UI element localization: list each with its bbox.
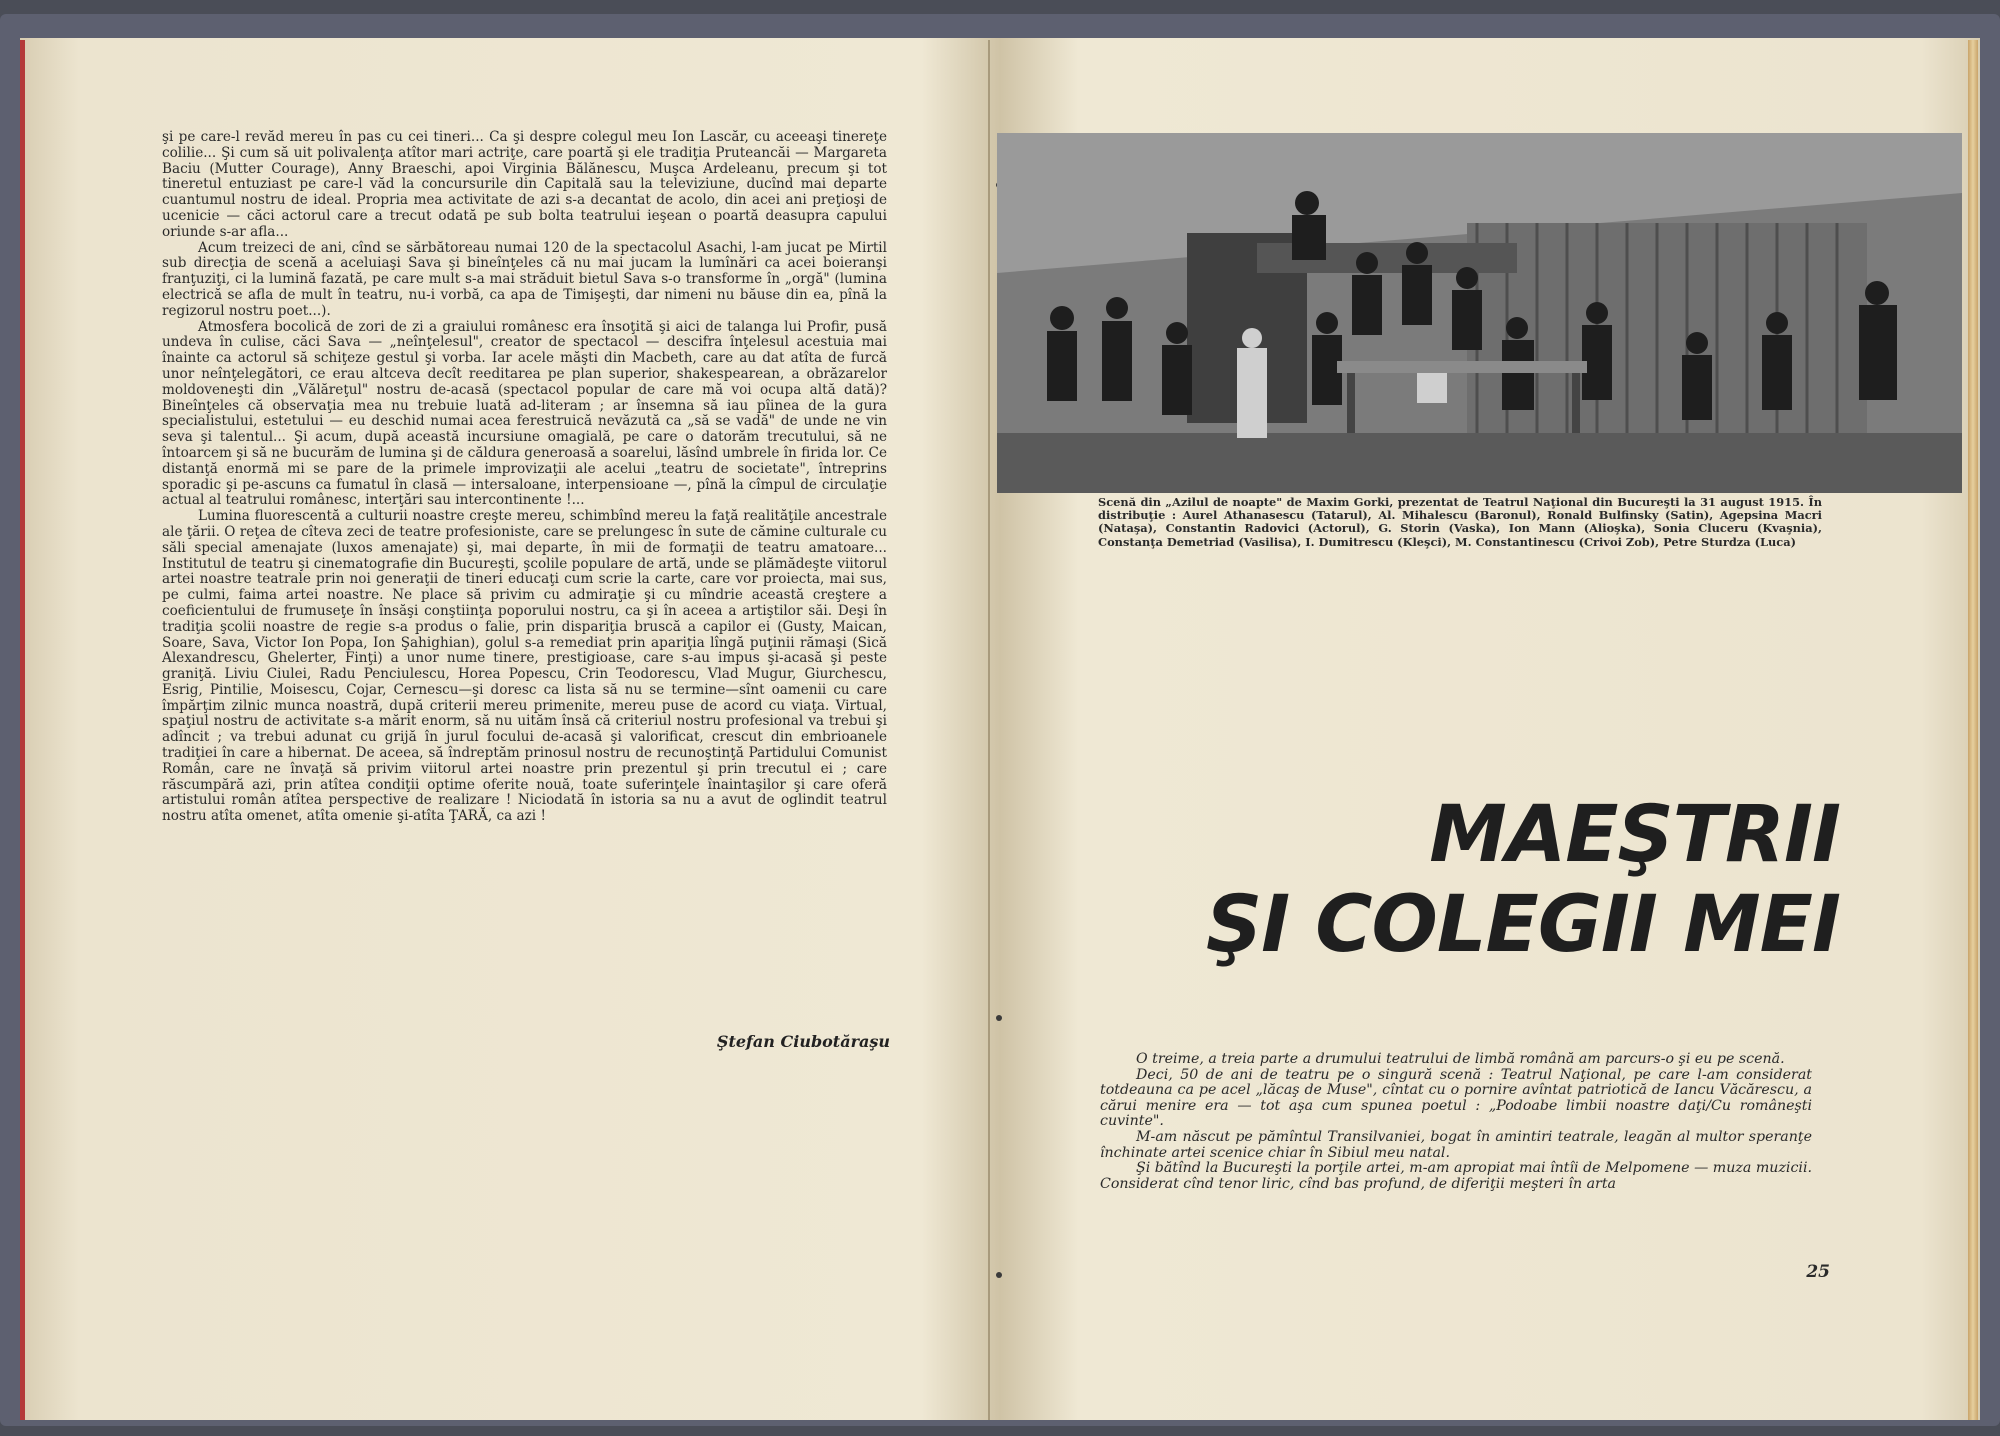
paragraph: Lumina fluorescentă a culturii noastre creşte mereu, schimbînd mereu la faţă realităţile ancestrale ale ţării. O reţea de cîteva zeci de teatre profesioniste, care se prelungesc în sute de cămine culturale cu săli special amenajate (luxos amenajate) şi, mai departe, în mii de formaţii de teatru amatoare... Institutul de teatru şi cinematografie din Bucureşti, şcolile populare de artă, unde se plămădeşte viitorul artei noastre teatrale prin noi generaţii de tineri educaţi cum scrie la carte, care vor proiecta, mai sus, pe culmi, faima artei noastre. Ne place să privim cu admiraţie şi cu mîndrie această creştere a coeficientului de frumuseţe în însăşi conştiinţa poporului nostru, ca şi în aceea a artiştilor săi. Deşi în tradiţia şcolii noastre de regie s-a produs o falie, prin dispariţia bruscă a capilor ei (Gusty, Maican, Soare, Sava, Victor Ion Popa, Ion Şahighian), golul s-a remediat prin apariţia lîngă puţinii rămaşi (Sică Alexandrescu, Ghelerter, Finţi) a unor nume tinere, prestigioase, care s-au impus şi-acasă şi peste graniţă. Liviu Ciulei, Radu Penciulescu, Horea Popescu, Crin Teodorescu, Vlad Mugur, Giurchescu, Esrig, Pintilie, Moisescu, Cojar, Cernescu—şi doresc ca lista să nu se termine—sînt oamenii cu care împărţim zilnic munca noastră, după criterii mereu primenite, mereu puse de acord cu viaţa. Virtual, spaţiul nostru de activitate s-a mărit enorm, să nu uităm însă că criteriul nostru profesional va trebui şi adîncit ; va trebui adunat cu grijă în jurul focului de-acasă şi valorificat, crescut din embrioanele tradiţiei în care a hibernat. De aceea, să îndreptăm prinosul nostru de recunoştinţă Partidului Comunist Român, care ne învaţă să privim viitorul artei noastre prin prezentul şi prin trecutul ei ; care răscumpără azi, prin atîtea condiţii optime oferite nouă, toate suferinţele înaintaşilor şi care oferă artistului român atîtea perspective de realizare ! Niciodată în istoria sa nu a avut de oglindit teatrul nostru atîta omenet, atîta omenie şi-atîta ŢARĂ, ca azi ! bbox=[162, 508, 887, 825]
paragraph: Atmosfera bocolică de zori de zi a graiului românesc era însoţită şi aici de talanga lui Profir, pusă undeva în culise, căci Sava — „neînţelesul", creator de spectacol — descifra înţelesul acestuia mai înainte ca actorul să schiţeze gestul şi vorba. Iar acele măşti din Macbeth, care au dat atîta de furcă unor neînţelegători, ce erau altceva decît reeditarea pe plan superior, shakespearean, a obrăzarelor moldoveneşti din „Vălăreţul" nostru de-acasă (spectacol popular de care mă voi ocupa altă dată)? Bineînţeles că observaţia mea nu trebuie luată ad-literam ; ar însemna să iau pîinea de la gura specialistului, estetului — eu deschid numai acea ferestruică nevăzută ca „să se vadă" de unde ne vin seva şi talentul... Şi acum, după această incursiune omagială, pe care o datorăm trecutului, să ne întoarcem şi să ne bucurăm de lumina şi de căldura generoasă a soarelui, lăsînd umbrele în firida lor. Ce distanţă enormă mi se pare de la primele improvizaţii ale acelui „teatru de societate", întreprins sporadic şi pe-ascuns ca fumatul în clasă — intersaloane, interpensioane —, pînă la cîmpul de circulaţie actual al teatrului românesc, interţări sau intercontinente !... bbox=[162, 318, 887, 509]
right-page-text bbox=[1100, 1052, 1812, 1192]
binding-hole bbox=[996, 1272, 1002, 1278]
paragraph: M-am născut pe pămîntul Transilvaniei, bogat în amintiri teatrale, leagăn al multor speranţe închinate artei scenice chiar în Sibiul meu natal. bbox=[1100, 1128, 1812, 1161]
paragraph: Deci, 50 de ani de teatru pe o singură scenă : Teatrul Naţional, pe care l-am considerat totdeauna ca pe acel „lăcaş de Muse", cîntat cu o pornire avîntat patriotică de Iancu Văcărescu, a cărui menire era — tot aşa cum spunea poetul : „Podoabe limbii noastre daţi/Cu româneşti cuvinte". bbox=[1100, 1066, 1812, 1130]
paragraph: Şi bătînd la Bucureşti la porţile artei, m-am apropiat mai întîi de Melpomene — muza muzicii. Considerat cînd tenor liric, cînd bas profund, de diferiţii meşteri în arta bbox=[1100, 1160, 1812, 1192]
photo-illustration bbox=[997, 133, 1962, 493]
paragraph: O treime, a treia parte a drumului teatrului de limbă română am parcurs-o şi eu pe scenă. bbox=[1136, 1051, 1785, 1067]
paragraph: Acum treizeci de ani, cînd se sărbătoreau numai 120 de la spectacolul Asachi, l-am jucat pe Mirtil sub direcţia de scenă a aceluiaşi Sava şi bineînţeles că nu mai jucam la lumînări ca acei boieranşi franţuziţi, ci la lumină fazată, pe care mult s-a mai străduit bietul Sava s-o transforme în „orgă" (lumina electrică se afla de mult în teatru, nu-i vorbă, ca apa de Timişeşti, dar nimeni nu băuse din ea, pînă la regizorul nostru poet...). bbox=[162, 239, 887, 319]
page-number: 25 bbox=[1806, 1262, 1830, 1282]
photo-caption: Scenă din „Azilul de noapte" de Maxim Gorki, prezentat de Teatrul Naţional din Bucureşti la 31 august 1915. În distribuţie : Aurel Athanasescu (Tatarul), Al. Mihalescu (Baronul), Ronald Bulfinsky (Satin), Agepsina Macri (Nataşa), Constantin Radovici (Actorul), G. Storin (Vaska), Ion Mann (Alioşka), Sonia Cluceru (Kvaşnia), Constanţa Demetriad (Vasilisa), I. Dumitrescu (Kleşci), M. Constantinescu (Crivoi Zob), Petre Sturdza (Luca) bbox=[1098, 495, 1822, 549]
title-line: ŞI COLEGII MEI bbox=[1205, 880, 1840, 970]
title-line: MAEŞTRII bbox=[1429, 790, 1840, 880]
author-signature: Ştefan Ciubotăraşu bbox=[716, 1032, 890, 1051]
left-page-text bbox=[162, 130, 887, 825]
binding-hole bbox=[996, 1015, 1002, 1021]
theatre-scene-photo bbox=[997, 133, 1962, 493]
article-title bbox=[1140, 790, 1840, 970]
book-gutter bbox=[988, 40, 990, 1420]
paragraph: şi pe care-l revăd mereu în pas cu cei tineri... Ca şi despre colegul meu Ion Lascăr, cu aceeaşi tinereţe colilie... Şi cum să uit polivalenţa atîtor mari actriţe, care poartă şi ele tradiţia Pruteancăi — Margareta Baciu (Mutter Courage), Anny Braeschi, apoi Virginia Bălănescu, Muşca Ardeleanu, precum şi tot tineretul entuziast pe care-l văd la concursurile din Capitală sau la televiziune, ducînd mai departe cuantumul nostru de ideal. Propria mea activitate de azi s-a decantat de acolo, din acei ani preţioşi de ucenicie — căci actorul care a trecut odată pe sub bolta teatrului ieşean o poartă deasupra capului oriunde s-ar afla... bbox=[162, 129, 887, 240]
right-page-edge bbox=[1968, 40, 1978, 1420]
left-page-edge bbox=[20, 40, 25, 1420]
